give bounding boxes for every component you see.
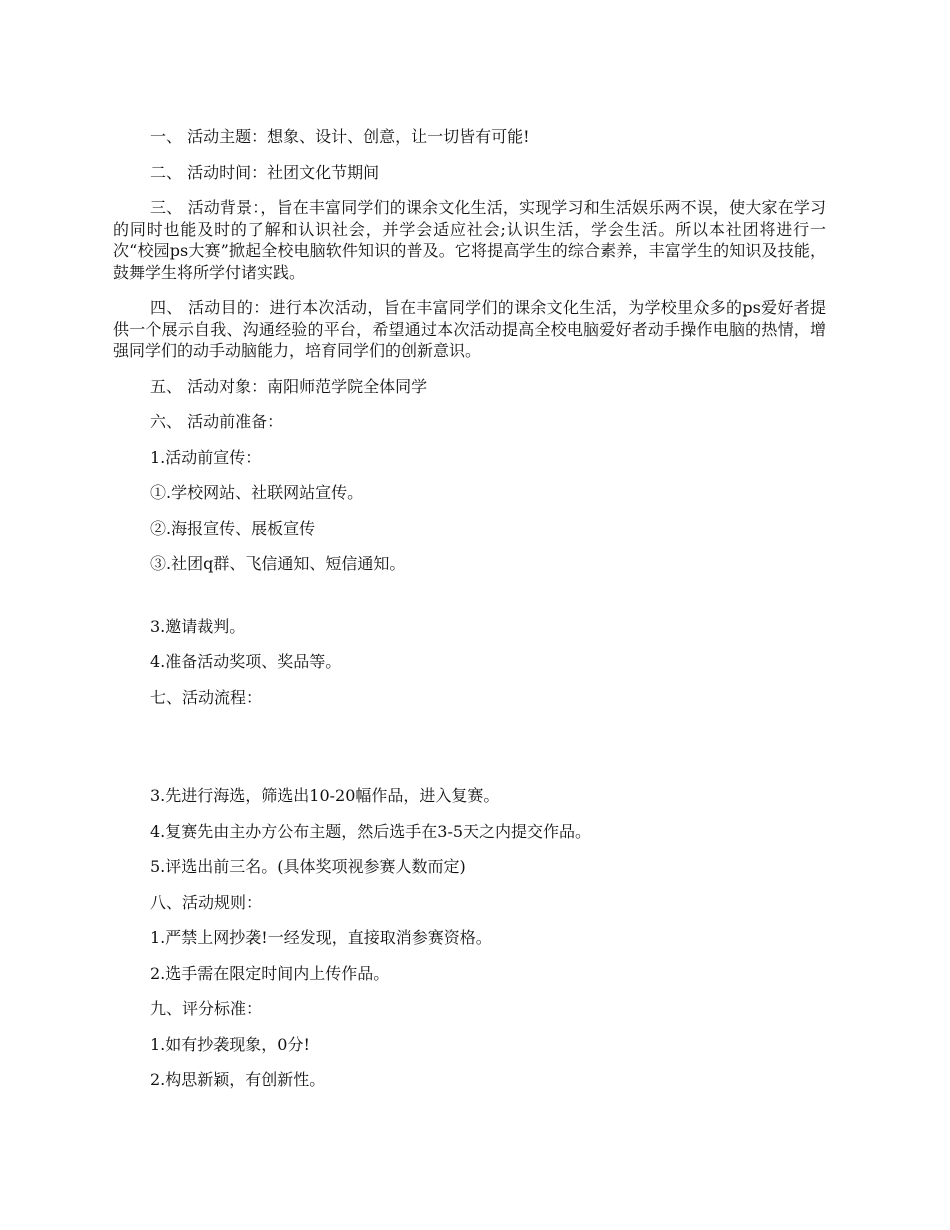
paragraph-criterion-2: 2.构思新颖，有创新性。 <box>150 1070 326 1089</box>
paragraph-process-step-5: 5.评选出前三名。(具体奖项视参赛人数而定) <box>150 857 466 876</box>
paragraph-activity-background: 三、 活动背景：，旨在丰富同学们的课余文化生活，实现学习和生活娱乐两不误，使大家在学习的同时也能及时的了解和认识社会，并学会适应社会;认识生活，学会生活。所以本社团将进行一次“校园ps大赛”掀起全校电脑软件知识的普及。它将提高学生的综合素养，丰富学生的知识及技能，鼓舞学生将所学付诸实践。 <box>113 198 826 282</box>
paragraph-preparation-heading: 六、 活动前准备： <box>150 412 284 431</box>
paragraph-rule-1: 1.严禁上网抄袭!一经发现，直接取消参赛资格。 <box>150 928 492 947</box>
paragraph-activity-purpose: 四、 活动目的：进行本次活动，旨在丰富同学们的课余文化生活，为学校里众多的ps爱好者提供一个展示自我、沟通经验的平台，希望通过本次活动提高全校电脑爱好者动手操作电脑的热情，增强同学们的动手动脑能力，培育同学们的创新意识。 <box>113 298 826 360</box>
paragraph-activity-theme: 一、 活动主题：想象、设计、创意，让一切皆有可能! <box>150 127 530 146</box>
document-body <box>113 126 826 1105</box>
paragraph-publicity: 1.活动前宣传： <box>150 447 262 467</box>
paragraph-activity-time: 二、 活动时间：社团文化节期间 <box>150 162 380 182</box>
paragraph-rules-heading: 八、活动规则： <box>150 892 263 912</box>
paragraph-prepare-awards: 4.准备活动奖项、奖品等。 <box>150 652 342 671</box>
paragraph-process-heading: 七、活动流程： <box>150 687 263 707</box>
paragraph-activity-target: 五、 活动对象：南阳师范学院全体同学 <box>150 376 428 396</box>
paragraph-invite-judges: 3.邀请裁判。 <box>150 616 246 636</box>
paragraph-rule-2: 2.选手需在限定时间内上传作品。 <box>150 963 390 983</box>
paragraph-process-step-3: 3.先进行海选，筛选出10-20幅作品，进入复赛。 <box>150 786 500 805</box>
paragraph-publicity-item-2: ②.海报宣传、展板宣传 <box>150 518 316 538</box>
blank-spacer <box>113 589 826 616</box>
paragraph-criteria-heading: 九、评分标准： <box>150 999 263 1018</box>
blank-spacer <box>113 722 826 785</box>
paragraph-publicity-item-3: ③.社团q群、飞信通知、短信通知。 <box>150 554 406 573</box>
paragraph-publicity-item-1: ①.学校网站、社联网站宣传。 <box>150 483 364 502</box>
paragraph-criterion-1: 1.如有抄袭现象，0分! <box>150 1034 310 1054</box>
paragraph-process-step-4: 4.复赛先由主办方公布主题，然后选手在3-5天之内提交作品。 <box>150 821 592 841</box>
